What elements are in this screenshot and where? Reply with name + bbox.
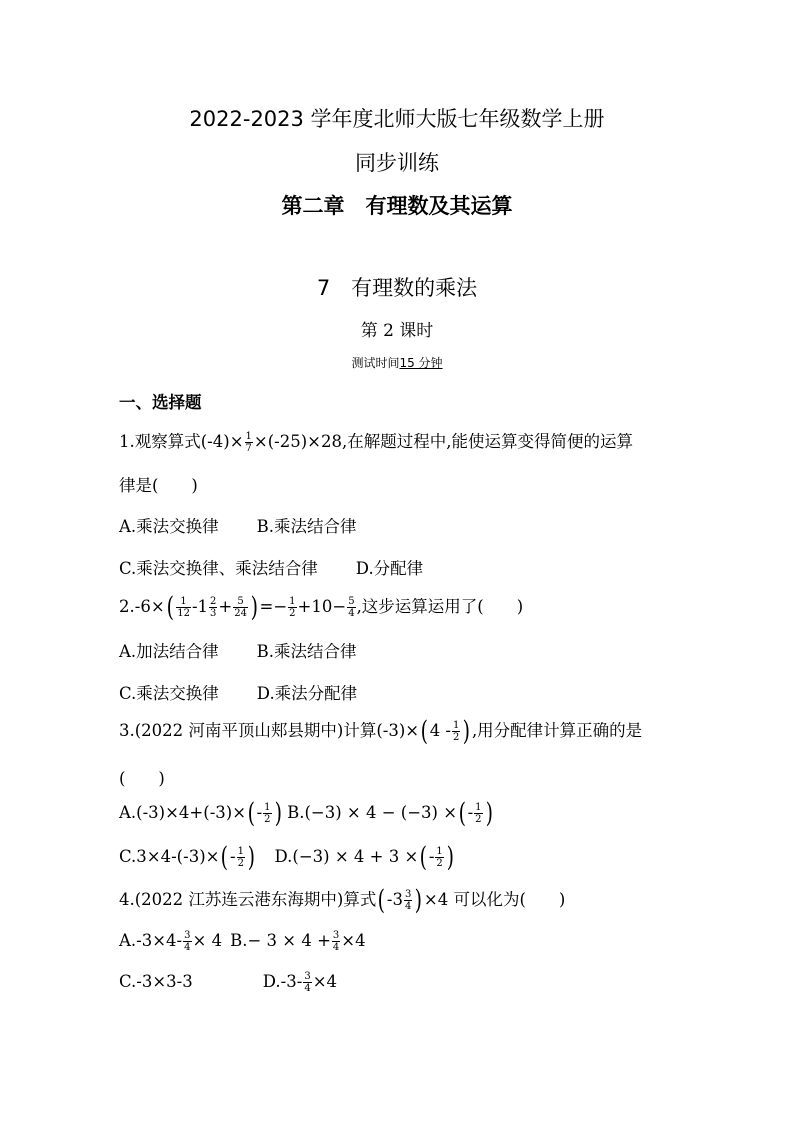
q2-right-paren: ) xyxy=(250,591,258,623)
test-time-label: 测试时间 xyxy=(351,356,400,370)
q2-frac-3-den: 24 xyxy=(234,608,247,619)
question-3-line-1 xyxy=(119,715,643,747)
q3-d-den: 2 xyxy=(436,858,443,869)
q2-options-row-2 xyxy=(119,680,357,704)
q3-options-row-2 xyxy=(119,841,455,873)
section-title: 7 有理数的乘法 xyxy=(316,276,478,300)
q4-option-d-post: ×4 xyxy=(312,972,338,991)
q3-c-rparen: ) xyxy=(247,841,255,873)
q2-text-pre: 2.-6× xyxy=(119,597,165,616)
chapter-title: 第二章 有理数及其运算 xyxy=(281,194,513,218)
q2-frac-2 xyxy=(209,596,217,619)
q4-a-den: 4 xyxy=(184,942,191,953)
q2-frac-4-num: 1 xyxy=(289,596,296,607)
q3-frac-num: 1 xyxy=(453,720,460,731)
q3-a-den: 2 xyxy=(264,814,271,825)
q2-frac-2-den: 3 xyxy=(210,608,217,619)
q2-option-d[interactable]: D.乘法分配律 xyxy=(256,684,358,703)
q1-text-post: ×(-25)×28,在解题过程中,能使运算变得简便的运算 xyxy=(253,432,633,451)
q4-text-pre: 4.(2022 江苏连云港东海期中)算式 xyxy=(119,890,377,909)
q3-right-paren: ) xyxy=(462,715,471,747)
q3-a-neg: - xyxy=(256,803,263,822)
q2-equals: =− xyxy=(259,597,288,616)
q2-plus: + xyxy=(218,597,233,616)
q3-d-num: 1 xyxy=(436,846,443,857)
q3-text-post: ,用分配律计算正确的是 xyxy=(471,721,643,740)
q3-a-fraction xyxy=(263,802,271,825)
q3-c-fraction xyxy=(237,846,245,869)
q4-options-row-2 xyxy=(119,971,337,994)
q3-b-lparen: ( xyxy=(458,797,467,829)
q3-c-den: 2 xyxy=(237,858,244,869)
q4-b-num: 3 xyxy=(332,930,340,941)
q3-b-rparen: ) xyxy=(485,797,493,829)
q2-minus: - xyxy=(191,597,198,616)
question-1-line-1 xyxy=(119,428,633,454)
q2-frac-3 xyxy=(233,596,248,619)
q1-option-d[interactable]: D.分配律 xyxy=(355,559,424,578)
q4-option-d-text: D.-3- xyxy=(262,972,303,991)
document-subtitle: 同步训练 xyxy=(355,151,439,175)
q2-frac-1-den: 12 xyxy=(177,608,190,619)
q4-frac-num: 3 xyxy=(404,889,412,900)
q4-left-paren: ( xyxy=(377,884,386,916)
q3-frac-den: 2 xyxy=(453,732,460,743)
q2-mixed-whole: 1 xyxy=(197,597,209,616)
q2-mixed-number xyxy=(198,596,219,619)
q1-fraction xyxy=(245,431,253,454)
q3-b-den: 2 xyxy=(475,814,482,825)
q3-options-row-1 xyxy=(119,797,494,829)
q4-d-num: 3 xyxy=(304,971,311,982)
q4-option-a-text: A.-3×4- xyxy=(119,931,183,950)
q4-option-c[interactable]: C.-3×3-3 xyxy=(119,972,193,991)
q2-frac-2-num: 2 xyxy=(210,596,217,607)
q4-frac-den: 4 xyxy=(404,901,412,912)
q1-option-b[interactable]: B.乘法结合律 xyxy=(256,517,357,536)
document-title: 2022-2023 学年度北师大版七年级数学上册 xyxy=(189,107,605,131)
q4-mixed-whole: -3 xyxy=(386,890,403,909)
q1-frac-num: 1 xyxy=(245,431,252,442)
q1-option-c[interactable]: C.乘法交换律、乘法结合律 xyxy=(119,559,318,578)
q3-c-num: 1 xyxy=(237,846,244,857)
question-3-line-2: ( ) xyxy=(119,769,165,788)
q3-d-rparen: ) xyxy=(446,841,454,873)
q2-text-post: ,这步运算运用了( ) xyxy=(356,597,524,616)
question-4-line-1 xyxy=(119,884,566,916)
test-time xyxy=(0,354,794,371)
q3-option-c[interactable] xyxy=(119,841,257,873)
q4-options-row-1 xyxy=(119,930,366,953)
q4-option-d[interactable] xyxy=(262,971,338,994)
q2-frac-5-den: 4 xyxy=(348,608,355,619)
q3-d-lparen: ( xyxy=(419,841,428,873)
q2-frac-3-num: 5 xyxy=(233,596,248,608)
q4-fraction xyxy=(404,889,412,912)
q3-option-c-text: C.3×4-(-3)× xyxy=(119,847,220,866)
q1-option-a[interactable]: A.乘法交换律 xyxy=(119,517,219,536)
q4-b-fraction xyxy=(332,930,340,953)
q2-frac-1-num: 1 xyxy=(176,596,191,608)
q3-option-a-text: A.(-3)×4+(-3)× xyxy=(119,803,247,822)
q1-options-row-2 xyxy=(119,555,423,579)
question-1-line-2: 律是( ) xyxy=(119,476,198,495)
q2-left-paren: ( xyxy=(166,591,174,623)
q2-frac-5-num: 5 xyxy=(348,596,355,607)
q3-c-neg: - xyxy=(230,847,236,866)
q2-frac-1 xyxy=(176,596,191,619)
q4-b-den: 4 xyxy=(332,942,340,953)
q4-option-a-post: × 4 xyxy=(192,931,223,950)
q4-option-b[interactable] xyxy=(230,930,366,953)
q4-text-post: ×4 可以化为( ) xyxy=(423,890,566,909)
q2-option-b[interactable]: B.乘法结合律 xyxy=(256,642,357,661)
q2-frac-5 xyxy=(347,596,355,619)
q4-option-a[interactable] xyxy=(119,930,223,953)
q3-option-a[interactable] xyxy=(119,797,283,829)
q3-option-b-text: B.(−3) × 4 − (−3) × xyxy=(287,803,458,822)
q3-option-b[interactable] xyxy=(287,797,494,829)
q3-a-num: 1 xyxy=(264,802,271,813)
q2-option-a[interactable]: A.加法结合律 xyxy=(119,642,219,661)
section-heading: 一、选择题 xyxy=(119,393,202,412)
q3-b-neg: - xyxy=(467,803,474,822)
q4-d-den: 4 xyxy=(304,983,311,994)
q4-option-b-text: B.− 3 × 4 + xyxy=(230,931,331,950)
q1-options-row-1 xyxy=(119,513,357,537)
test-time-value: 15 分钟 xyxy=(399,356,443,370)
q3-option-d-text: D.(−3) × 4 + 3 × xyxy=(274,847,419,866)
lesson-label: 第 2 课时 xyxy=(360,321,434,341)
q3-left-paren: ( xyxy=(420,715,429,747)
q1-frac-den: 7 xyxy=(245,443,252,454)
q2-frac-4-den: 2 xyxy=(289,608,296,619)
q2-frac-4 xyxy=(288,596,296,619)
q3-b-fraction xyxy=(474,802,482,825)
q4-right-paren: ) xyxy=(414,884,423,916)
q3-inner: 4 - xyxy=(429,721,452,740)
q3-a-lparen: ( xyxy=(247,797,255,829)
q4-a-fraction xyxy=(183,930,191,953)
q4-d-fraction xyxy=(303,971,311,994)
q3-b-num: 1 xyxy=(475,802,482,813)
q4-option-b-post: ×4 xyxy=(341,931,366,950)
q3-option-d[interactable] xyxy=(274,841,456,873)
q1-text-pre: 1.观察算式(-4)× xyxy=(119,432,244,451)
q2-options-row-1 xyxy=(119,638,357,662)
q3-c-lparen: ( xyxy=(221,841,229,873)
q4-a-num: 3 xyxy=(184,930,191,941)
q3-d-fraction xyxy=(435,846,443,869)
q2-option-c[interactable]: C.乘法交换律 xyxy=(119,684,219,703)
q3-text-pre: 3.(2022 河南平顶山郏县期中)计算(-3)× xyxy=(119,721,420,740)
q3-a-rparen: ) xyxy=(274,797,282,829)
q4-mixed-number xyxy=(387,889,413,912)
q3-fraction xyxy=(452,720,460,743)
question-2-line-1 xyxy=(119,591,524,623)
q3-d-neg: - xyxy=(428,847,435,866)
q2-mid: +10− xyxy=(297,597,347,616)
